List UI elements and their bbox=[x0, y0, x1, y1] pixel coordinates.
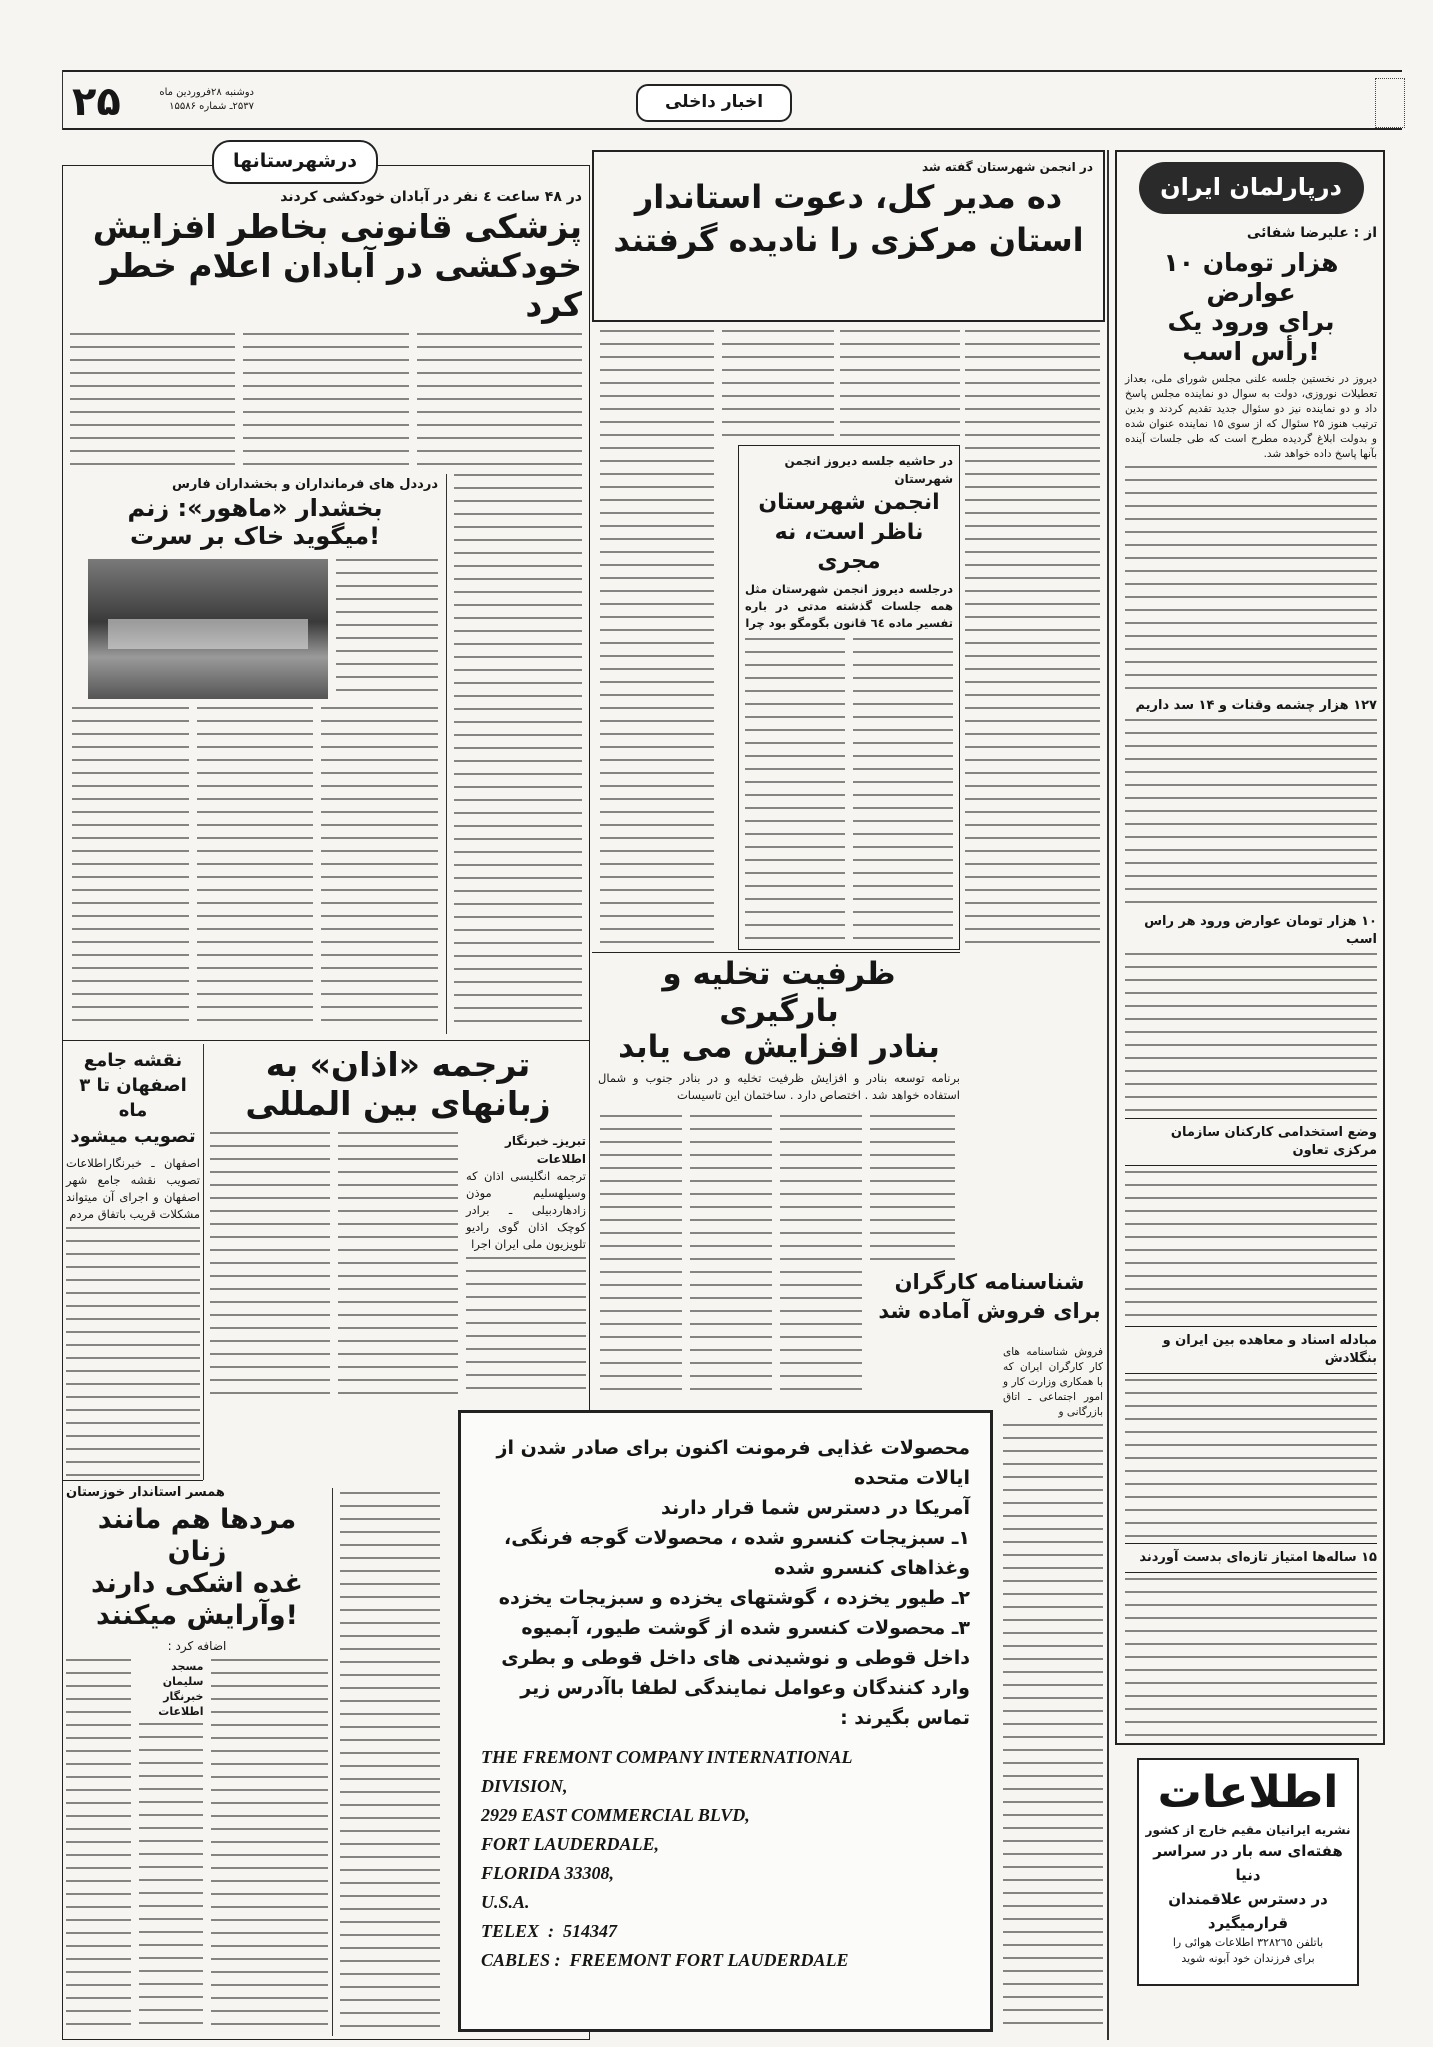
ad-line: محصولات غذایی فرمونت اکنون برای صادر شدن از ایالات متحده bbox=[496, 1437, 970, 1489]
headline-line: انجمن شهرستان bbox=[758, 490, 940, 515]
ad-phone-line: باتلفن ۳۲۸۲٦٥ اطلاعات هوائی را bbox=[1172, 1936, 1324, 1949]
story-abadan bbox=[70, 188, 582, 470]
article-body bbox=[211, 1659, 328, 2034]
headline-line: تصویب میشود bbox=[70, 1125, 196, 1147]
story-kicker: درددل های فرمانداران و بخشداران فارس bbox=[171, 477, 438, 492]
story-headline bbox=[604, 176, 1093, 262]
headline-line: شناسنامه کارگران bbox=[894, 1270, 1085, 1294]
story-headline bbox=[66, 1048, 200, 1149]
article-body-columns bbox=[70, 333, 582, 470]
newspaper-logo bbox=[1375, 78, 1405, 128]
article-lead: درجلسه دیروز انجمن شهرستان مثل همه جلسات گذشته مدتی در باره تفسیر ماده ٦٤ قانون بگومگو بود چرا bbox=[745, 582, 953, 631]
ettelaat-advertisement bbox=[1137, 1758, 1359, 1986]
address-line: TELEX : 514347 bbox=[481, 1921, 618, 1941]
article-body bbox=[66, 1227, 200, 1476]
article-body bbox=[70, 333, 235, 470]
article-lead: فروش شناسنامه های کار کارگران ایران که با همکاری وزارت کار و امور اجتماعی ـ اتاق بازرگانی و bbox=[1003, 1346, 1103, 1418]
article-body bbox=[454, 474, 582, 1030]
story-workers-id bbox=[876, 1268, 1103, 1327]
headline-line: خودکشی در آبادان اعلام خطر کرد bbox=[100, 245, 582, 324]
headline-line: ظرفیت تخلیه و بارگیری bbox=[662, 956, 896, 1029]
article-body bbox=[1125, 1379, 1377, 1539]
story-kicker: همسر استاندار خوزستان bbox=[66, 1485, 225, 1500]
headline-line: بخشدار «ماهور»: زنم bbox=[127, 494, 383, 522]
article-body bbox=[1125, 953, 1377, 1113]
article-body bbox=[853, 638, 953, 943]
story-kicker: در انجمن شهرستان گفته شد bbox=[921, 160, 1093, 174]
article-lead bbox=[466, 1132, 586, 1398]
article-body bbox=[780, 1115, 862, 1400]
divider bbox=[62, 70, 63, 130]
photo-row bbox=[72, 559, 438, 699]
dateline: تبریزـ خبرنگار اطلاعات bbox=[504, 1133, 586, 1166]
divider bbox=[1125, 1373, 1377, 1374]
address-line: FORT LAUDERDALE, bbox=[481, 1834, 660, 1854]
divider bbox=[446, 474, 447, 1034]
headline-line: ۱۰ هزار تومان عوارض bbox=[1163, 248, 1339, 307]
article-body bbox=[197, 707, 314, 1032]
article-body-columns bbox=[66, 1659, 328, 2034]
ad-phone-line: برای فرزندان خود آبونه شوید bbox=[1181, 1952, 1315, 1965]
article-body bbox=[336, 559, 438, 699]
ad-line: هفته‌ای سه بار در سراسر دنیا bbox=[1153, 1842, 1343, 1884]
story-headline bbox=[876, 1268, 1103, 1327]
article-lead: برنامه توسعه بنادر و افزایش ظرفیت تخلیه و در بنادر جنوب و شمال استفاده خواهد شد . اختصاص دارد . ساختمان این تاسیسات bbox=[598, 1070, 960, 1102]
address-line: FLORIDA 33308, bbox=[481, 1863, 615, 1883]
address-line: 2929 EAST COMMERCIAL BLVD, bbox=[481, 1805, 750, 1825]
article-body bbox=[600, 1115, 682, 1400]
headline-line: زبانهای بین المللی bbox=[245, 1083, 551, 1123]
inset-box bbox=[738, 445, 960, 950]
address-line: THE FREMONT COMPANY INTERNATIONAL bbox=[481, 1747, 853, 1767]
article-body bbox=[1125, 1171, 1377, 1321]
story-headline bbox=[210, 1046, 586, 1124]
divider bbox=[592, 952, 960, 953]
article-body bbox=[417, 333, 582, 470]
article-body bbox=[1125, 719, 1377, 907]
ad-contact-line: وارد کنندگان وعوامل نمایندگی لطفا باآدرس زیر تماس بگیرند : bbox=[520, 1677, 970, 1729]
ad-item: ۲ـ طیور یخزده ، گوشتهای یخزده و سبزیجات یخزده bbox=[498, 1587, 970, 1609]
ad-line: آمریکا در دسترس شما قرار دارند bbox=[661, 1497, 970, 1519]
article-body bbox=[321, 707, 438, 1032]
masthead-bottom-rule bbox=[62, 128, 1402, 130]
article-body bbox=[965, 330, 1100, 945]
divider bbox=[62, 1480, 203, 1481]
divider bbox=[332, 1488, 333, 2036]
subhead: مبادله اسناد و معاهده بین ایران و بنگلادش bbox=[1162, 1332, 1377, 1366]
ad-item: ۱ـ سبزیجات کنسرو شده ، محصولات گوجه فرنگی، وغذاهای کنسرو شده bbox=[504, 1527, 970, 1579]
headline-line: وآرایش میکنند! bbox=[96, 1599, 298, 1631]
divider bbox=[1125, 1543, 1377, 1544]
address-line: U.S.A. bbox=[481, 1892, 530, 1912]
article-body bbox=[745, 638, 845, 943]
ad-persian-text bbox=[481, 1433, 970, 1733]
issue-date bbox=[124, 86, 254, 114]
article-body bbox=[1125, 1578, 1377, 1738]
divider bbox=[203, 1044, 204, 1480]
divider bbox=[62, 1040, 590, 1041]
article-body bbox=[722, 330, 834, 438]
article-body bbox=[1003, 1424, 1103, 2035]
story-ports bbox=[598, 956, 960, 1104]
headline-line: برای فروش آماده شد bbox=[878, 1299, 1101, 1324]
article-lead: دیروز در نخستین جلسه علنی مجلس شورای ملی، بعداز تعطیلات نوروزی، دولت به سوال دو نماینده مجلس پاسخ داد و دو نماینده نیز دو سئوال جدید تقدیم کردند و بدین ترتیب هنوز ۲۵ سئوال که از سوی ۱۵ نماینده عنوان شده و بدولت ابلاغ گردیده مطرح است که طی جلسات آینده بآنها پاسخ داده خواهد شد. bbox=[1125, 373, 1378, 460]
headline-line: مردها هم مانند زنان bbox=[97, 1504, 297, 1567]
story-kicker: در حاشیه جلسه دیروز انجمن شهرستان bbox=[784, 454, 953, 486]
date-line: دوشنبه ۲۸فروردین ماه bbox=[159, 87, 254, 98]
subhead: ۱۲۷ هزار چشمه وقنات و ۱۴ سد داریم bbox=[1135, 698, 1377, 714]
news-photo-meeting bbox=[88, 559, 328, 699]
story-headline bbox=[70, 208, 582, 325]
masthead-top-rule bbox=[62, 70, 1402, 72]
fremont-advertisement bbox=[458, 1410, 993, 2032]
article-body-columns bbox=[210, 1132, 586, 1398]
story-headline bbox=[1125, 248, 1377, 366]
article-body bbox=[466, 1257, 586, 1398]
parliament-title-pill: درپارلمان ایران bbox=[1139, 162, 1364, 214]
subhead: وضع استخدامی کارکنان سازمان مرکزی تعاون bbox=[1170, 1124, 1377, 1158]
article-body bbox=[340, 1492, 440, 2032]
divider bbox=[1125, 1326, 1377, 1327]
article-body bbox=[66, 1659, 131, 2034]
ad-line: در دسترس علاقمندان bbox=[1168, 1890, 1328, 1908]
address-line: CABLES : FREEMONT FORT LAUDERDALE bbox=[481, 1950, 849, 1970]
divider bbox=[1107, 150, 1109, 2040]
article-body bbox=[210, 1132, 330, 1398]
lead-text: ترجمه انگلیسی اذان که وسیلهسلیم موذن زادهاردبیلی ـ برادر کوچک اذان گوی رادیو تلویزیون ملی ایران اجرا bbox=[466, 1168, 586, 1251]
story-isfahan bbox=[66, 1048, 200, 1476]
byline: مسجد سلیمان خبرنگار اطلاعات bbox=[158, 1660, 204, 1719]
headline-box bbox=[592, 150, 1105, 322]
headline-line: اصفهان تا ۳ ماه bbox=[79, 1075, 187, 1122]
headline-line: برای ورود یک bbox=[1167, 307, 1335, 336]
workers-id-body bbox=[1003, 1345, 1103, 2035]
byline-column bbox=[139, 1659, 204, 2034]
headline-line: غده اشکی دارند bbox=[91, 1567, 303, 1599]
parliament-content bbox=[1125, 160, 1377, 1738]
story-mahour bbox=[72, 476, 438, 1032]
ad-tagline: نشریه ایرانیان مقیم خارج از کشور bbox=[1145, 1823, 1351, 1837]
article-body bbox=[1125, 466, 1377, 691]
article-body-columns bbox=[72, 707, 438, 1032]
ad-address bbox=[481, 1743, 970, 1975]
headline-line: نقشه جامع bbox=[83, 1050, 183, 1071]
section-label: اخبار داخلی bbox=[636, 84, 792, 122]
headline-line: ناظر است، نه مجری bbox=[774, 519, 924, 575]
article-body bbox=[72, 707, 189, 1032]
story-adhan bbox=[210, 1046, 586, 1398]
headline-line: استان مرکزی را نادیده گرفتند bbox=[613, 221, 1084, 260]
headline-line: میگوید خاک بر سرت! bbox=[129, 522, 381, 551]
article-body bbox=[840, 330, 960, 438]
article-body bbox=[870, 1115, 955, 1260]
article-body bbox=[600, 330, 714, 945]
page-number: ۲۵ bbox=[72, 79, 121, 125]
headline-line: پزشکی قانونی بخاطر افزایش bbox=[92, 207, 582, 246]
story-khuzestan bbox=[66, 1484, 328, 2034]
story-kicker: در ۴۸ ساعت ٤ نفر در آبادان خودکشی کردند bbox=[280, 189, 582, 205]
ad-line: قرارمیگیرد bbox=[1207, 1914, 1289, 1932]
divider bbox=[1125, 1572, 1377, 1573]
story-headline bbox=[72, 494, 438, 551]
headline-line: ده مدیر کل، دعوت استاندار bbox=[634, 178, 1063, 216]
address-line: DIVISION, bbox=[481, 1776, 568, 1796]
story-text: اضافه کرد : bbox=[167, 1639, 227, 1654]
divider bbox=[1125, 1165, 1377, 1166]
article-body bbox=[139, 1723, 204, 2034]
article-body-columns bbox=[745, 638, 953, 943]
issue-number-line: ۲۵۳۷ـ شماره ۱۵۵۸۶ bbox=[169, 101, 254, 112]
article-body bbox=[243, 333, 408, 470]
provinces-pill: درشهرستانها bbox=[212, 140, 378, 184]
table-shape bbox=[108, 619, 308, 649]
story-headline bbox=[745, 488, 953, 577]
subhead: ۱۵ ساله‌ها امتیاز تازه‌ای بدست آوردند bbox=[1139, 1550, 1377, 1566]
story-headline bbox=[66, 1504, 328, 1631]
headline-line: رأس اسب! bbox=[1182, 336, 1320, 366]
ad-item: ۳ـ محصولات کنسرو شده از گوشت طیور، آبمیوه داخل قوطی و نوشیدنی های داخل قوطی و بطری bbox=[501, 1617, 970, 1669]
headline-line: ترجمه «اذان» به bbox=[265, 1045, 531, 1084]
subhead: ۱۰ هزار تومان عوارض ورود هر راس اسب bbox=[1144, 914, 1377, 948]
byline: از : علیرضا شفائی bbox=[1246, 225, 1377, 241]
headline-line: بنادر افزایش می یابد bbox=[618, 1029, 940, 1066]
divider bbox=[1125, 1118, 1377, 1119]
story-headline bbox=[598, 956, 960, 1066]
article-lead: اصفهان ـ خبرنگاراطلاعات تصویب نقشه جامع شهر اصفهان و اجرای آن میتواند مشکلات قریب باتفاق مردم bbox=[66, 1155, 200, 1221]
ettelaat-logo: اطلاعات bbox=[1157, 1767, 1339, 1818]
article-body bbox=[338, 1132, 458, 1398]
article-body bbox=[690, 1115, 772, 1400]
